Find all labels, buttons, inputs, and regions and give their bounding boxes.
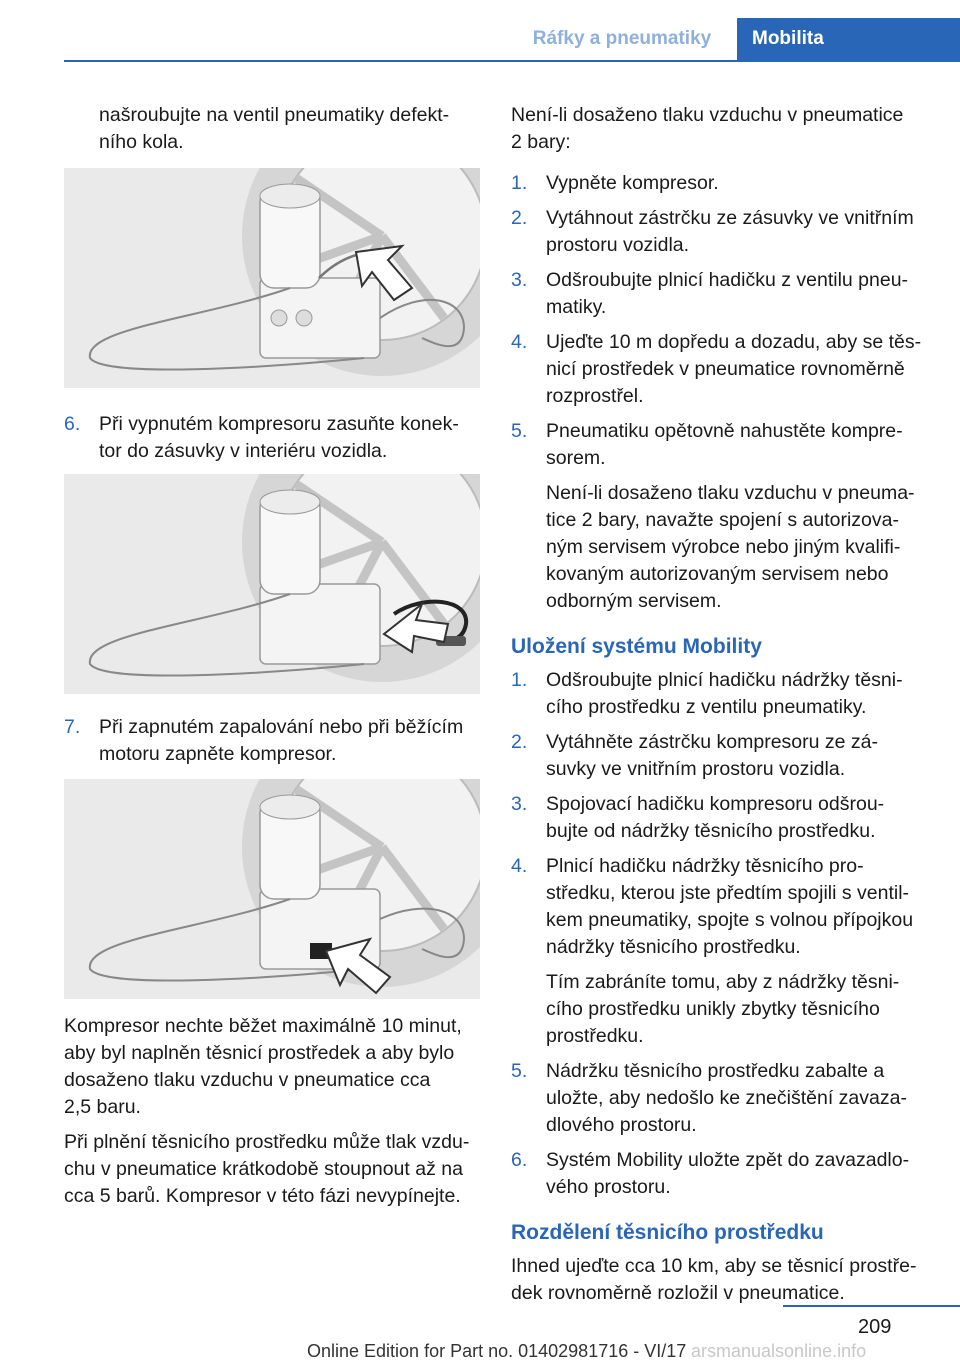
pressure-not-reached-list — [511, 170, 931, 615]
step-number: 4. — [511, 331, 528, 353]
list-item — [511, 1058, 931, 1139]
page-number: 209 — [858, 1316, 892, 1338]
compressor-switch-illustration — [64, 779, 480, 999]
step-text: Vytáhnout zástrčku ze zásuvky ve vnitřním prostoru vozidla. — [546, 207, 914, 256]
list-item — [64, 411, 482, 465]
step-text: Spojovací hadičku kompresoru odšrou- bujte od nádržky těsnicího prostředku. — [546, 793, 885, 842]
step-text: Systém Mobility uložte zpět do zavazadlo- vého prostoru. — [546, 1149, 910, 1198]
footer-rule — [783, 1305, 960, 1307]
step-text: Nádržku těsnicího prostředku zabalte a uložte, aby nedošlo ke znečištění zavaza- dlového prostoru. — [546, 1060, 907, 1136]
step-text: Vypněte kompresor. — [546, 172, 719, 194]
step-text: Ujeďte 10 m dopředu a dozadu, aby se těs- nicí prostředek v pneumatice rovnoměrně rozprostřel. — [546, 331, 922, 407]
heading-storing-mobility-system: Uložení systému Mobility — [511, 635, 762, 658]
step-number: 3. — [511, 793, 528, 815]
step-text: Odšroubujte plnicí hadičku nádržky těsni- cího prostředku z ventilu pneumatiky. — [546, 669, 903, 718]
figure-connector-socket — [64, 474, 480, 694]
step-number: 5. — [511, 1060, 528, 1082]
compressor-valve-illustration — [64, 168, 480, 388]
residue-note: Tím zabráníte tomu, aby z nádržky těsni- cího prostředku unikly zbytky těsnicího prostředku. — [546, 971, 900, 1047]
step-number: 7. — [64, 716, 81, 738]
watermark: arsmanualsonline.info — [691, 1341, 867, 1361]
service-note: Není-li dosaženo tlaku vzduchu v pneuma- tice 2 bary, navažte spojení s autorizova- ným servisem výrobce nebo jiným kvalifi- kovaným autorizovaným servisem nebo odborným servisem. — [546, 482, 915, 612]
connector-socket-illustration — [64, 474, 480, 694]
step-number: 3. — [511, 269, 528, 291]
step-text: Pneumatiku opětovně nahustěte kompre- sorem. — [546, 420, 903, 469]
list-item — [511, 1147, 931, 1201]
header-rule — [64, 60, 960, 62]
list-item — [511, 170, 931, 197]
step-number: 1. — [511, 669, 528, 691]
step-text: Vytáhněte zástrčku kompresoru ze zá- suvky ve vnitřním prostoru vozidla. — [546, 731, 879, 780]
step-number: 1. — [511, 172, 528, 194]
step-text: Při zapnutém zapalování nebo při běžícím motoru zapněte kompresor. — [99, 716, 464, 765]
step-text: Odšroubujte plnicí hadičku z ventilu pneu- matiky. — [546, 269, 909, 318]
left-step6-block — [64, 411, 482, 473]
pressure-spike-paragraph: Při plnění těsnicího prostředku může tlak vzdu- chu v pneumatice krátkodobě stoupnout až na cca 5 barů. Kompresor v této fázi nevypínejte. — [64, 1131, 470, 1207]
header-section-mobility: Mobilita — [737, 18, 960, 60]
list-item — [511, 418, 931, 472]
step-number: 2. — [511, 731, 528, 753]
step-text: Plnicí hadičku nádržky těsnicího pro- středku, kterou jste předtím spojili s ventil- kem pneumatiky, spojte s volnou přípojkou nádržky těsnicího prostředku. — [546, 855, 914, 958]
edition-footer: Online Edition for Part no. 01402981716 - VI/17 — [307, 1341, 687, 1361]
step-number: 2. — [511, 207, 528, 229]
right-intro-text: Není-li dosaženo tlaku vzduchu v pneumatice 2 bary: — [511, 104, 904, 153]
heading-sealant-distribution: Rozdělení těsnicího prostředku — [511, 1221, 824, 1244]
figure-compressor-valve — [64, 168, 480, 388]
list-item — [511, 729, 931, 783]
step-number: 4. — [511, 855, 528, 877]
figure-compressor-switch — [64, 779, 480, 999]
list-item — [511, 853, 931, 961]
left-body-block — [64, 1013, 482, 1218]
step-text: Při vypnutém kompresoru zasuňte konek- tor do zásuvky v interiéru vozidla. — [99, 413, 459, 462]
list-item — [511, 791, 931, 845]
step-number: 6. — [64, 413, 81, 435]
list-item — [511, 667, 931, 721]
left-intro-block — [64, 102, 482, 164]
left-intro-text: našroubujte na ventil pneumatiky defekt- ního kola. — [99, 104, 450, 153]
compressor-runtime-paragraph: Kompresor nechte běžet maximálně 10 minut, aby byl naplněn těsnicí prostředek a aby bylo dosaženo tlaku vzduchu v pneumatice cca 2,5 baru. — [64, 1015, 462, 1118]
list-item — [64, 714, 482, 768]
step-number: 5. — [511, 420, 528, 442]
list-item — [511, 205, 931, 259]
step-number: 6. — [511, 1149, 528, 1171]
storing-steps-list — [511, 667, 931, 1201]
list-item — [511, 329, 931, 410]
list-item — [511, 267, 931, 321]
header-section-wheels-tires: Ráfky a pneumatiky — [532, 28, 712, 49]
right-column — [511, 102, 931, 1315]
left-step7-block — [64, 714, 482, 776]
sealant-distribution-text: Ihned ujeďte cca 10 km, aby se těsnicí prostře- dek rovnoměrně rozložil v pneumatice. — [511, 1255, 917, 1304]
